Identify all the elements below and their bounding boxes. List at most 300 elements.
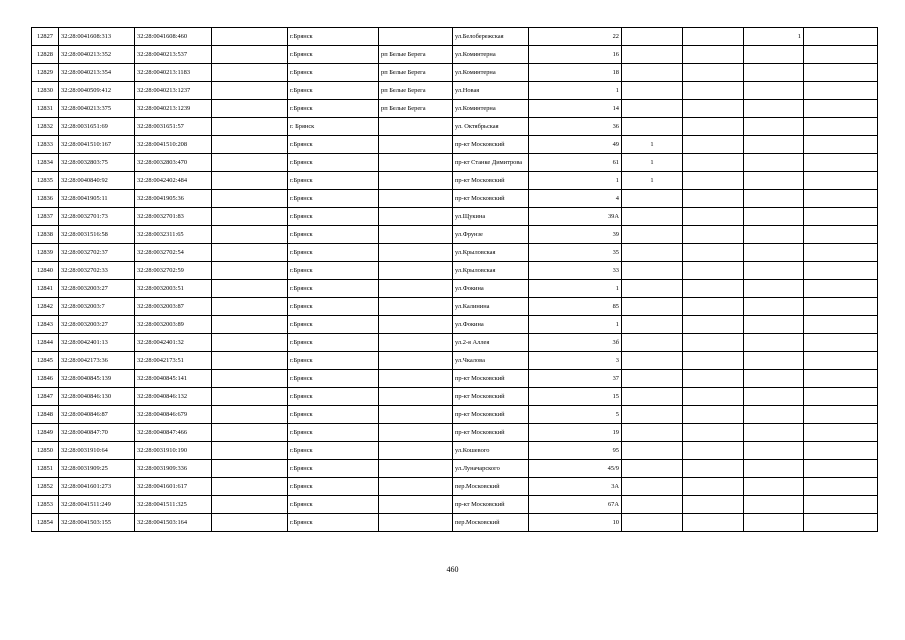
settlement-cell <box>379 460 453 478</box>
city-cell: г.Брянск <box>288 28 379 46</box>
settlement-cell <box>379 262 453 280</box>
settlement-cell <box>379 28 453 46</box>
flag-2-cell <box>683 352 744 370</box>
cadastral-number-cell: 32:28:0031651:69 <box>59 118 135 136</box>
record-number-cell: 12827 <box>32 28 59 46</box>
blank-cell <box>212 154 288 172</box>
city-cell: г.Брянск <box>288 460 379 478</box>
settlement-cell <box>379 280 453 298</box>
cadastral-number-cell: 32:28:0040213:375 <box>59 100 135 118</box>
flag-2-cell <box>683 406 744 424</box>
cadastral-number-cell: 32:28:0032702:37 <box>59 244 135 262</box>
building-cadastral-number-cell: 32:28:0031651:57 <box>135 118 212 136</box>
record-number-cell: 12835 <box>32 172 59 190</box>
table-row <box>32 334 878 352</box>
blank-cell <box>212 46 288 64</box>
record-number-cell: 12836 <box>32 190 59 208</box>
blank-cell <box>212 460 288 478</box>
flag-2-cell <box>683 64 744 82</box>
trailing-blank-cell <box>804 298 878 316</box>
property-registry-table <box>31 27 878 532</box>
street-cell: ул. Октябрьская <box>453 118 529 136</box>
house-number-cell: 35 <box>529 244 622 262</box>
city-cell: г.Брянск <box>288 244 379 262</box>
record-number-cell: 12838 <box>32 226 59 244</box>
cadastral-number-cell: 32:28:0042401:13 <box>59 334 135 352</box>
street-cell: пр-кт Московский <box>453 190 529 208</box>
flag-2-cell <box>683 244 744 262</box>
blank-cell <box>212 28 288 46</box>
trailing-blank-cell <box>804 514 878 532</box>
flag-1-cell <box>622 262 683 280</box>
building-cadastral-number-cell: 32:28:0032702:59 <box>135 262 212 280</box>
record-number-cell: 12830 <box>32 82 59 100</box>
flag-2-cell <box>683 28 744 46</box>
street-cell: пр-кт Московский <box>453 424 529 442</box>
city-cell: г.Брянск <box>288 154 379 172</box>
house-number-cell: 15 <box>529 388 622 406</box>
table-row <box>32 64 878 82</box>
flag-1-cell <box>622 226 683 244</box>
building-cadastral-number-cell: 32:28:0040845:141 <box>135 370 212 388</box>
flag-3-cell <box>744 262 804 280</box>
trailing-blank-cell <box>804 334 878 352</box>
table-row <box>32 352 878 370</box>
street-cell: пр-кт Московский <box>453 172 529 190</box>
settlement-cell <box>379 514 453 532</box>
flag-1-cell <box>622 442 683 460</box>
house-number-cell: 1 <box>529 172 622 190</box>
table-row <box>32 316 878 334</box>
cadastral-number-cell: 32:28:0040213:354 <box>59 64 135 82</box>
table-row <box>32 172 878 190</box>
house-number-cell: 39А <box>529 208 622 226</box>
flag-3-cell <box>744 100 804 118</box>
table-row <box>32 262 878 280</box>
flag-3-cell <box>744 280 804 298</box>
table-row <box>32 496 878 514</box>
house-number-cell: 3А <box>529 478 622 496</box>
house-number-cell: 1 <box>529 82 622 100</box>
building-cadastral-number-cell: 32:28:0040846:132 <box>135 388 212 406</box>
street-cell: пр-кт Московский <box>453 370 529 388</box>
flag-2-cell <box>683 496 744 514</box>
street-cell: пр-кт Станке Димитрова <box>453 154 529 172</box>
blank-cell <box>212 496 288 514</box>
street-cell: ул.Кошевого <box>453 442 529 460</box>
blank-cell <box>212 442 288 460</box>
settlement-cell <box>379 370 453 388</box>
house-number-cell: 16 <box>529 46 622 64</box>
settlement-cell: рп Белые Берега <box>379 100 453 118</box>
settlement-cell <box>379 496 453 514</box>
settlement-cell <box>379 442 453 460</box>
trailing-blank-cell <box>804 100 878 118</box>
trailing-blank-cell <box>804 316 878 334</box>
blank-cell <box>212 280 288 298</box>
settlement-cell <box>379 406 453 424</box>
flag-3-cell <box>744 172 804 190</box>
flag-3-cell: 1 <box>744 28 804 46</box>
settlement-cell: рп Белые Берега <box>379 82 453 100</box>
flag-3-cell <box>744 406 804 424</box>
flag-2-cell <box>683 460 744 478</box>
flag-3-cell <box>744 208 804 226</box>
blank-cell <box>212 316 288 334</box>
table-row <box>32 208 878 226</box>
city-cell: г.Брянск <box>288 172 379 190</box>
trailing-blank-cell <box>804 190 878 208</box>
street-cell: ул.Луначарского <box>453 460 529 478</box>
house-number-cell: 33 <box>529 262 622 280</box>
city-cell: г.Брянск <box>288 370 379 388</box>
flag-3-cell <box>744 496 804 514</box>
building-cadastral-number-cell: 32:28:0031909:336 <box>135 460 212 478</box>
flag-1-cell <box>622 28 683 46</box>
blank-cell <box>212 82 288 100</box>
house-number-cell: 3б <box>529 334 622 352</box>
settlement-cell <box>379 118 453 136</box>
cadastral-number-cell: 32:28:0041601:273 <box>59 478 135 496</box>
city-cell: г.Брянск <box>288 442 379 460</box>
trailing-blank-cell <box>804 208 878 226</box>
street-cell: ул.Щукина <box>453 208 529 226</box>
flag-1-cell <box>622 118 683 136</box>
settlement-cell <box>379 190 453 208</box>
street-cell: ул.Новая <box>453 82 529 100</box>
cadastral-number-cell: 32:28:0040845:139 <box>59 370 135 388</box>
record-number-cell: 12837 <box>32 208 59 226</box>
flag-2-cell <box>683 442 744 460</box>
city-cell: г.Брянск <box>288 208 379 226</box>
house-number-cell: 3 <box>529 352 622 370</box>
city-cell: г.Брянск <box>288 406 379 424</box>
city-cell: г.Брянск <box>288 262 379 280</box>
flag-1-cell <box>622 388 683 406</box>
cadastral-number-cell: 32:28:0032003:27 <box>59 280 135 298</box>
flag-1-cell <box>622 46 683 64</box>
flag-2-cell <box>683 424 744 442</box>
building-cadastral-number-cell: 32:28:0041905:36 <box>135 190 212 208</box>
flag-2-cell <box>683 514 744 532</box>
building-cadastral-number-cell: 32:28:0041511:325 <box>135 496 212 514</box>
house-number-cell: 85 <box>529 298 622 316</box>
blank-cell <box>212 118 288 136</box>
city-cell: г.Брянск <box>288 388 379 406</box>
city-cell: г. Брянск <box>288 118 379 136</box>
settlement-cell <box>379 334 453 352</box>
street-cell: ул.Фрунзе <box>453 226 529 244</box>
city-cell: г.Брянск <box>288 100 379 118</box>
flag-3-cell <box>744 460 804 478</box>
table-row <box>32 154 878 172</box>
flag-3-cell <box>744 370 804 388</box>
street-cell: пр-кт Московский <box>453 496 529 514</box>
trailing-blank-cell <box>804 424 878 442</box>
table-row <box>32 136 878 154</box>
record-number-cell: 12843 <box>32 316 59 334</box>
house-number-cell: 22 <box>529 28 622 46</box>
flag-1-cell: 1 <box>622 172 683 190</box>
trailing-blank-cell <box>804 406 878 424</box>
building-cadastral-number-cell: 32:28:0041608:460 <box>135 28 212 46</box>
street-cell: ул.2-я Аллея <box>453 334 529 352</box>
record-number-cell: 12852 <box>32 478 59 496</box>
house-number-cell: 1 <box>529 280 622 298</box>
flag-2-cell <box>683 118 744 136</box>
street-cell: пр-кт Московский <box>453 406 529 424</box>
flag-2-cell <box>683 298 744 316</box>
settlement-cell <box>379 352 453 370</box>
cadastral-number-cell: 32:28:0041511:249 <box>59 496 135 514</box>
flag-1-cell <box>622 370 683 388</box>
table-row <box>32 298 878 316</box>
trailing-blank-cell <box>804 28 878 46</box>
cadastral-number-cell: 32:28:0041905:11 <box>59 190 135 208</box>
building-cadastral-number-cell: 32:28:0041510:208 <box>135 136 212 154</box>
record-number-cell: 12839 <box>32 244 59 262</box>
city-cell: г.Брянск <box>288 82 379 100</box>
building-cadastral-number-cell: 32:28:0032003:89 <box>135 316 212 334</box>
cadastral-number-cell: 32:28:0032803:75 <box>59 154 135 172</box>
street-cell: ул.Чкалова <box>453 352 529 370</box>
cadastral-number-cell: 32:28:0040840:92 <box>59 172 135 190</box>
record-number-cell: 12850 <box>32 442 59 460</box>
trailing-blank-cell <box>804 82 878 100</box>
house-number-cell: 14 <box>529 100 622 118</box>
table-row <box>32 478 878 496</box>
blank-cell <box>212 388 288 406</box>
house-number-cell: 10 <box>529 514 622 532</box>
street-cell: пр-кт Московский <box>453 388 529 406</box>
street-cell: ул.Коминтерна <box>453 46 529 64</box>
flag-1-cell <box>622 280 683 298</box>
street-cell: ул.Крыловская <box>453 244 529 262</box>
cadastral-number-cell: 32:28:0041608:313 <box>59 28 135 46</box>
house-number-cell: 1 <box>529 316 622 334</box>
settlement-cell <box>379 154 453 172</box>
cadastral-number-cell: 32:28:0041510:167 <box>59 136 135 154</box>
building-cadastral-number-cell: 32:28:0041503:164 <box>135 514 212 532</box>
trailing-blank-cell <box>804 118 878 136</box>
record-number-cell: 12847 <box>32 388 59 406</box>
building-cadastral-number-cell: 32:28:0042402:484 <box>135 172 212 190</box>
street-cell: пр-кт Московский <box>453 136 529 154</box>
cadastral-number-cell: 32:28:0040846:87 <box>59 406 135 424</box>
street-cell: ул.Фокина <box>453 316 529 334</box>
record-number-cell: 12849 <box>32 424 59 442</box>
flag-1-cell <box>622 208 683 226</box>
building-cadastral-number-cell: 32:28:0040213:1237 <box>135 82 212 100</box>
house-number-cell: 18 <box>529 64 622 82</box>
trailing-blank-cell <box>804 244 878 262</box>
flag-2-cell <box>683 208 744 226</box>
flag-3-cell <box>744 226 804 244</box>
city-cell: г.Брянск <box>288 280 379 298</box>
record-number-cell: 12845 <box>32 352 59 370</box>
cadastral-number-cell: 32:28:0031910:64 <box>59 442 135 460</box>
trailing-blank-cell <box>804 388 878 406</box>
city-cell: г.Брянск <box>288 226 379 244</box>
blank-cell <box>212 334 288 352</box>
street-cell: ул.Фокина <box>453 280 529 298</box>
street-cell: ул.Калинина <box>453 298 529 316</box>
flag-2-cell <box>683 190 744 208</box>
table-row <box>32 82 878 100</box>
table-row <box>32 280 878 298</box>
city-cell: г.Брянск <box>288 514 379 532</box>
trailing-blank-cell <box>804 226 878 244</box>
cadastral-number-cell: 32:28:0042173:36 <box>59 352 135 370</box>
flag-3-cell <box>744 334 804 352</box>
house-number-cell: 95 <box>529 442 622 460</box>
trailing-blank-cell <box>804 496 878 514</box>
trailing-blank-cell <box>804 460 878 478</box>
building-cadastral-number-cell: 32:28:0031910:190 <box>135 442 212 460</box>
building-cadastral-number-cell: 32:28:0040213:1239 <box>135 100 212 118</box>
house-number-cell: 39 <box>529 226 622 244</box>
house-number-cell: 19 <box>529 424 622 442</box>
record-number-cell: 12829 <box>32 64 59 82</box>
settlement-cell <box>379 136 453 154</box>
table-row <box>32 514 878 532</box>
house-number-cell: 36 <box>529 118 622 136</box>
cadastral-number-cell: 32:28:0040846:130 <box>59 388 135 406</box>
flag-2-cell <box>683 478 744 496</box>
street-cell: ул.Коминтерна <box>453 100 529 118</box>
flag-2-cell <box>683 100 744 118</box>
flag-1-cell <box>622 244 683 262</box>
record-number-cell: 12834 <box>32 154 59 172</box>
city-cell: г.Брянск <box>288 424 379 442</box>
cadastral-number-cell: 32:28:0040509:412 <box>59 82 135 100</box>
flag-3-cell <box>744 82 804 100</box>
flag-3-cell <box>744 442 804 460</box>
settlement-cell <box>379 478 453 496</box>
flag-1-cell <box>622 82 683 100</box>
registry-body <box>32 28 878 532</box>
flag-3-cell <box>744 352 804 370</box>
building-cadastral-number-cell: 32:28:0032003:87 <box>135 298 212 316</box>
blank-cell <box>212 298 288 316</box>
settlement-cell: рп Белые Берега <box>379 64 453 82</box>
blank-cell <box>212 226 288 244</box>
flag-2-cell <box>683 82 744 100</box>
street-cell: пер.Московский <box>453 478 529 496</box>
trailing-blank-cell <box>804 262 878 280</box>
blank-cell <box>212 244 288 262</box>
settlement-cell <box>379 298 453 316</box>
city-cell: г.Брянск <box>288 352 379 370</box>
flag-1-cell <box>622 64 683 82</box>
flag-2-cell <box>683 46 744 64</box>
flag-1-cell <box>622 406 683 424</box>
city-cell: г.Брянск <box>288 478 379 496</box>
house-number-cell: 37 <box>529 370 622 388</box>
flag-3-cell <box>744 244 804 262</box>
blank-cell <box>212 64 288 82</box>
settlement-cell <box>379 244 453 262</box>
table-row <box>32 46 878 64</box>
building-cadastral-number-cell: 32:28:0042401:32 <box>135 334 212 352</box>
building-cadastral-number-cell: 32:28:0040847:466 <box>135 424 212 442</box>
street-cell: ул.Белобережская <box>453 28 529 46</box>
flag-1-cell <box>622 460 683 478</box>
blank-cell <box>212 424 288 442</box>
record-number-cell: 12851 <box>32 460 59 478</box>
building-cadastral-number-cell: 32:28:0032003:51 <box>135 280 212 298</box>
flag-2-cell <box>683 388 744 406</box>
trailing-blank-cell <box>804 442 878 460</box>
blank-cell <box>212 352 288 370</box>
flag-2-cell <box>683 136 744 154</box>
flag-3-cell <box>744 64 804 82</box>
flag-1-cell <box>622 424 683 442</box>
settlement-cell <box>379 388 453 406</box>
flag-1-cell <box>622 478 683 496</box>
settlement-cell <box>379 316 453 334</box>
blank-cell <box>212 478 288 496</box>
table-row <box>32 406 878 424</box>
building-cadastral-number-cell: 32:28:0041601:617 <box>135 478 212 496</box>
flag-3-cell <box>744 136 804 154</box>
building-cadastral-number-cell: 32:28:0040213:1183 <box>135 64 212 82</box>
flag-1-cell <box>622 298 683 316</box>
flag-1-cell: 1 <box>622 154 683 172</box>
flag-1-cell <box>622 496 683 514</box>
house-number-cell: 61 <box>529 154 622 172</box>
trailing-blank-cell <box>804 172 878 190</box>
table-row <box>32 424 878 442</box>
cadastral-number-cell: 32:28:0032702:33 <box>59 262 135 280</box>
flag-3-cell <box>744 118 804 136</box>
flag-1-cell: 1 <box>622 136 683 154</box>
building-cadastral-number-cell: 32:28:0032311:65 <box>135 226 212 244</box>
building-cadastral-number-cell: 32:28:0032702:54 <box>135 244 212 262</box>
flag-1-cell <box>622 334 683 352</box>
settlement-cell: рп Белые Берега <box>379 46 453 64</box>
blank-cell <box>212 262 288 280</box>
flag-1-cell <box>622 352 683 370</box>
settlement-cell <box>379 172 453 190</box>
trailing-blank-cell <box>804 370 878 388</box>
record-number-cell: 12842 <box>32 298 59 316</box>
house-number-cell: 4 <box>529 190 622 208</box>
record-number-cell: 12848 <box>32 406 59 424</box>
street-cell: ул.Коминтерна <box>453 64 529 82</box>
record-number-cell: 12840 <box>32 262 59 280</box>
street-cell: пер.Московский <box>453 514 529 532</box>
table-row <box>32 226 878 244</box>
building-cadastral-number-cell: 32:28:0040213:537 <box>135 46 212 64</box>
cadastral-number-cell: 32:28:0032003:7 <box>59 298 135 316</box>
city-cell: г.Брянск <box>288 298 379 316</box>
flag-3-cell <box>744 46 804 64</box>
blank-cell <box>212 370 288 388</box>
city-cell: г.Брянск <box>288 136 379 154</box>
cadastral-number-cell: 32:28:0032701:73 <box>59 208 135 226</box>
table-row <box>32 244 878 262</box>
cadastral-number-cell: 32:28:0040847:70 <box>59 424 135 442</box>
flag-2-cell <box>683 370 744 388</box>
blank-cell <box>212 406 288 424</box>
flag-3-cell <box>744 424 804 442</box>
settlement-cell <box>379 226 453 244</box>
city-cell: г.Брянск <box>288 190 379 208</box>
flag-2-cell <box>683 334 744 352</box>
trailing-blank-cell <box>804 478 878 496</box>
table-row <box>32 460 878 478</box>
